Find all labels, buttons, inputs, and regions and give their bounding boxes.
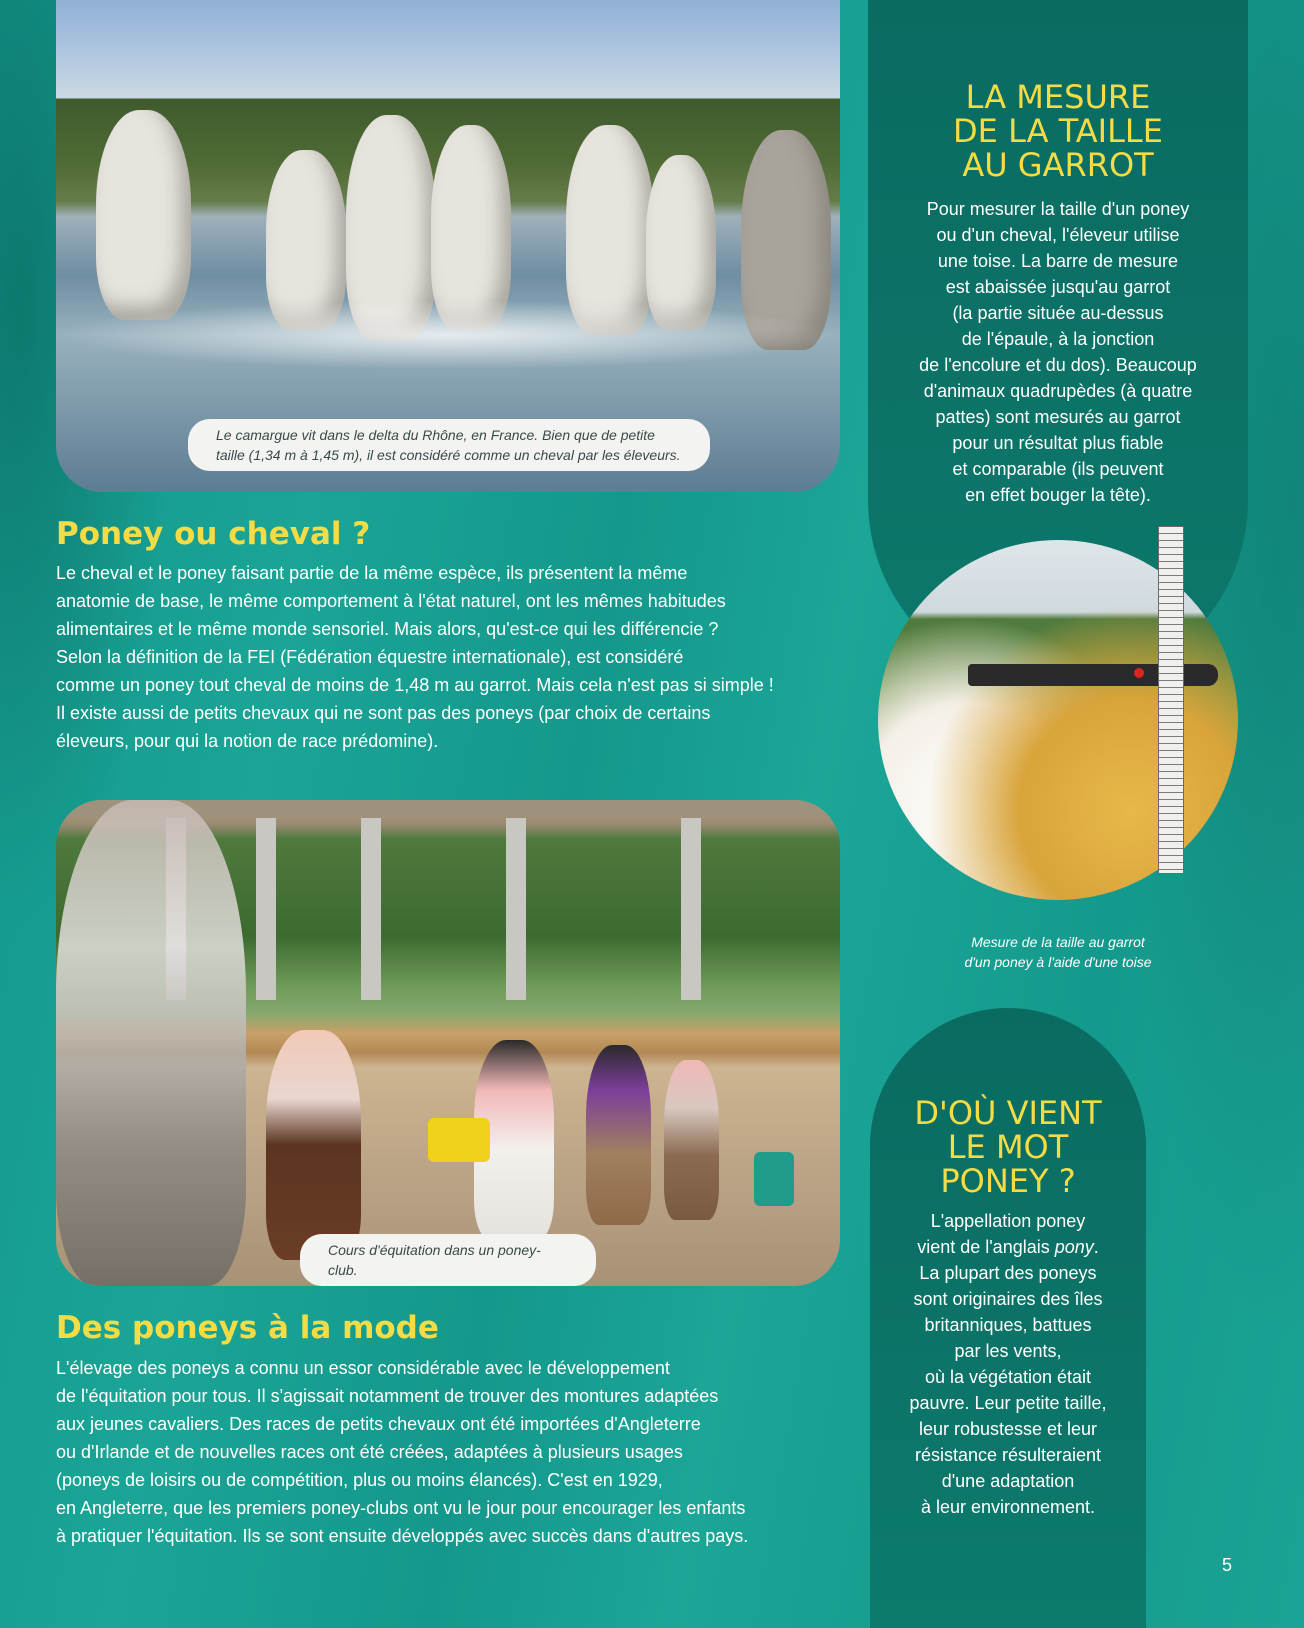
text-line: L'appellation poney: [930, 1211, 1086, 1231]
text-line: à leur environnement.: [920, 1497, 1096, 1517]
text-line: où la végétation était: [924, 1367, 1092, 1387]
text-line: (poneys de loisirs ou de compétition, plus ou moins élancés). C'est en 1929,: [56, 1470, 663, 1490]
text-line: Pour mesurer la taille d'un poney: [926, 199, 1190, 219]
text-line: L'élevage des poneys a connu un essor considérable avec le développement: [56, 1358, 670, 1378]
text-line: anatomie de base, le même comportement à l'état naturel, ont les mêmes habitudes: [56, 591, 726, 611]
text-line: La plupart des poneys: [919, 1263, 1097, 1283]
pony-rider: [664, 1060, 719, 1220]
blurred-rider-foreground: [56, 800, 246, 1286]
text-fragment: vient de l'anglais: [917, 1237, 1055, 1257]
title-line: LE MOT: [947, 1128, 1069, 1166]
text-line: [882, 1234, 1134, 1260]
arena-pillar: [256, 800, 276, 1000]
title-line: PONEY ?: [940, 1162, 1076, 1200]
text-line: de l'épaule, à la jonction: [961, 329, 1155, 349]
italic-word-pony: pony: [1054, 1237, 1094, 1257]
caption-line: Mesure de la taille au garrot: [971, 934, 1145, 950]
text-line: éleveurs, pour qui la notion de race prédomine).: [56, 731, 439, 751]
section-body-poneys-a-la-mode: [56, 1354, 846, 1550]
text-line: (la partie située au-dessus: [952, 303, 1164, 323]
text-line: Il existe aussi de petits chevaux qui ne sont pas des poneys (par choix de certains: [56, 703, 711, 723]
club-caption: Cours d'équitation dans un poney-club.: [300, 1234, 596, 1286]
text-line: ou d'Irlande et de nouvelles races ont été créées, adaptées à plusieurs usages: [56, 1442, 683, 1462]
panel-title-mesure: [868, 80, 1248, 182]
text-line: pattes) sont mesurés au garrot: [935, 407, 1181, 427]
panel-body-mot-poney: [882, 1208, 1134, 1520]
teal-obstacle-block: [754, 1152, 794, 1206]
text-line: à pratiquer l'équitation. Ils se sont ensuite développés avec succès dans d'autres pays.: [56, 1526, 749, 1546]
text-fragment: .: [1093, 1237, 1099, 1257]
yellow-obstacle-block: [428, 1118, 490, 1162]
water-splash: [56, 300, 840, 370]
text-line: aux jeunes cavaliers. Des races de petits chevaux ont été importées d'Angleterre: [56, 1414, 701, 1434]
arena-pillar: [681, 800, 701, 1000]
toise-ruler: [1158, 526, 1184, 874]
pony-rider: [586, 1045, 651, 1225]
caption-line: taille (1,34 m à 1,45 m), il est considéré comme un cheval par les éleveurs.: [216, 447, 681, 463]
horses-caption: [188, 419, 710, 471]
panel-title-mot-poney: [870, 1096, 1146, 1198]
section-title-poney-ou-cheval: Poney ou cheval ?: [56, 516, 371, 552]
text-line: ou d'un cheval, l'éleveur utilise: [936, 225, 1180, 245]
title-line: LA MESURE: [965, 78, 1151, 116]
title-line: AU GARROT: [962, 146, 1154, 184]
toise-measurement-photo: [878, 540, 1238, 900]
text-line: britanniques, battues: [924, 1315, 1092, 1335]
section-title-poneys-a-la-mode: Des poneys à la mode: [56, 1310, 439, 1346]
text-line: Selon la définition de la FEI (Fédération équestre internationale), est considéré: [56, 647, 684, 667]
text-line: leur robustesse et leur: [918, 1419, 1098, 1439]
section-body-poney-ou-cheval: [56, 559, 846, 755]
toise-caption: [900, 932, 1216, 972]
text-line: résistance résulteraient: [914, 1445, 1102, 1465]
text-line: alimentaires et le même monde sensoriel. Mais alors, qu'est-ce qui les différencie ?: [56, 619, 719, 639]
arena-pillar: [361, 800, 381, 1000]
text-line: pauvre. Leur petite taille,: [909, 1393, 1107, 1413]
text-line: est abaissée jusqu'au garrot: [945, 277, 1171, 297]
title-line: DE LA TAILLE: [953, 112, 1163, 150]
text-line: de l'équitation pour tous. Il s'agissait notamment de trouver des montures adaptées: [56, 1386, 719, 1406]
page-number: 5: [1222, 1555, 1233, 1575]
arena-pillar: [506, 800, 526, 1000]
text-line: par les vents,: [954, 1341, 1062, 1361]
text-line: en effet bouger la tête).: [965, 485, 1151, 505]
horse-figure: [96, 110, 191, 320]
pony-rider: [266, 1030, 361, 1260]
text-line: d'une adaptation: [941, 1471, 1075, 1491]
caption-line: d'un poney à l'aide d'une toise: [964, 954, 1152, 970]
text-line: comme un poney tout cheval de moins de 1,48 m au garrot. Mais cela n'est pas si simple !: [56, 675, 774, 695]
caption-line: Le camargue vit dans le delta du Rhône, en France. Bien que de petite: [216, 427, 655, 443]
text-line: Le cheval et le poney faisant partie de la même espèce, ils présentent la même: [56, 563, 688, 583]
text-line: de l'encolure et du dos). Beaucoup: [919, 355, 1197, 375]
text-line: pour un résultat plus fiable: [952, 433, 1164, 453]
poney-club-photo: [56, 800, 840, 1286]
text-line: sont originaires des îles: [913, 1289, 1103, 1309]
toise-red-indicator: [1134, 668, 1144, 678]
text-line: et comparable (ils peuvent: [952, 459, 1164, 479]
panel-body-mesure: [890, 196, 1226, 508]
text-line: une toise. La barre de mesure: [937, 251, 1179, 271]
text-line: d'animaux quadrupèdes (à quatre: [923, 381, 1193, 401]
text-line: en Angleterre, que les premiers poney-clubs ont vu le jour pour encourager les enfants: [56, 1498, 746, 1518]
title-line: D'OÙ VIENT: [914, 1094, 1102, 1132]
